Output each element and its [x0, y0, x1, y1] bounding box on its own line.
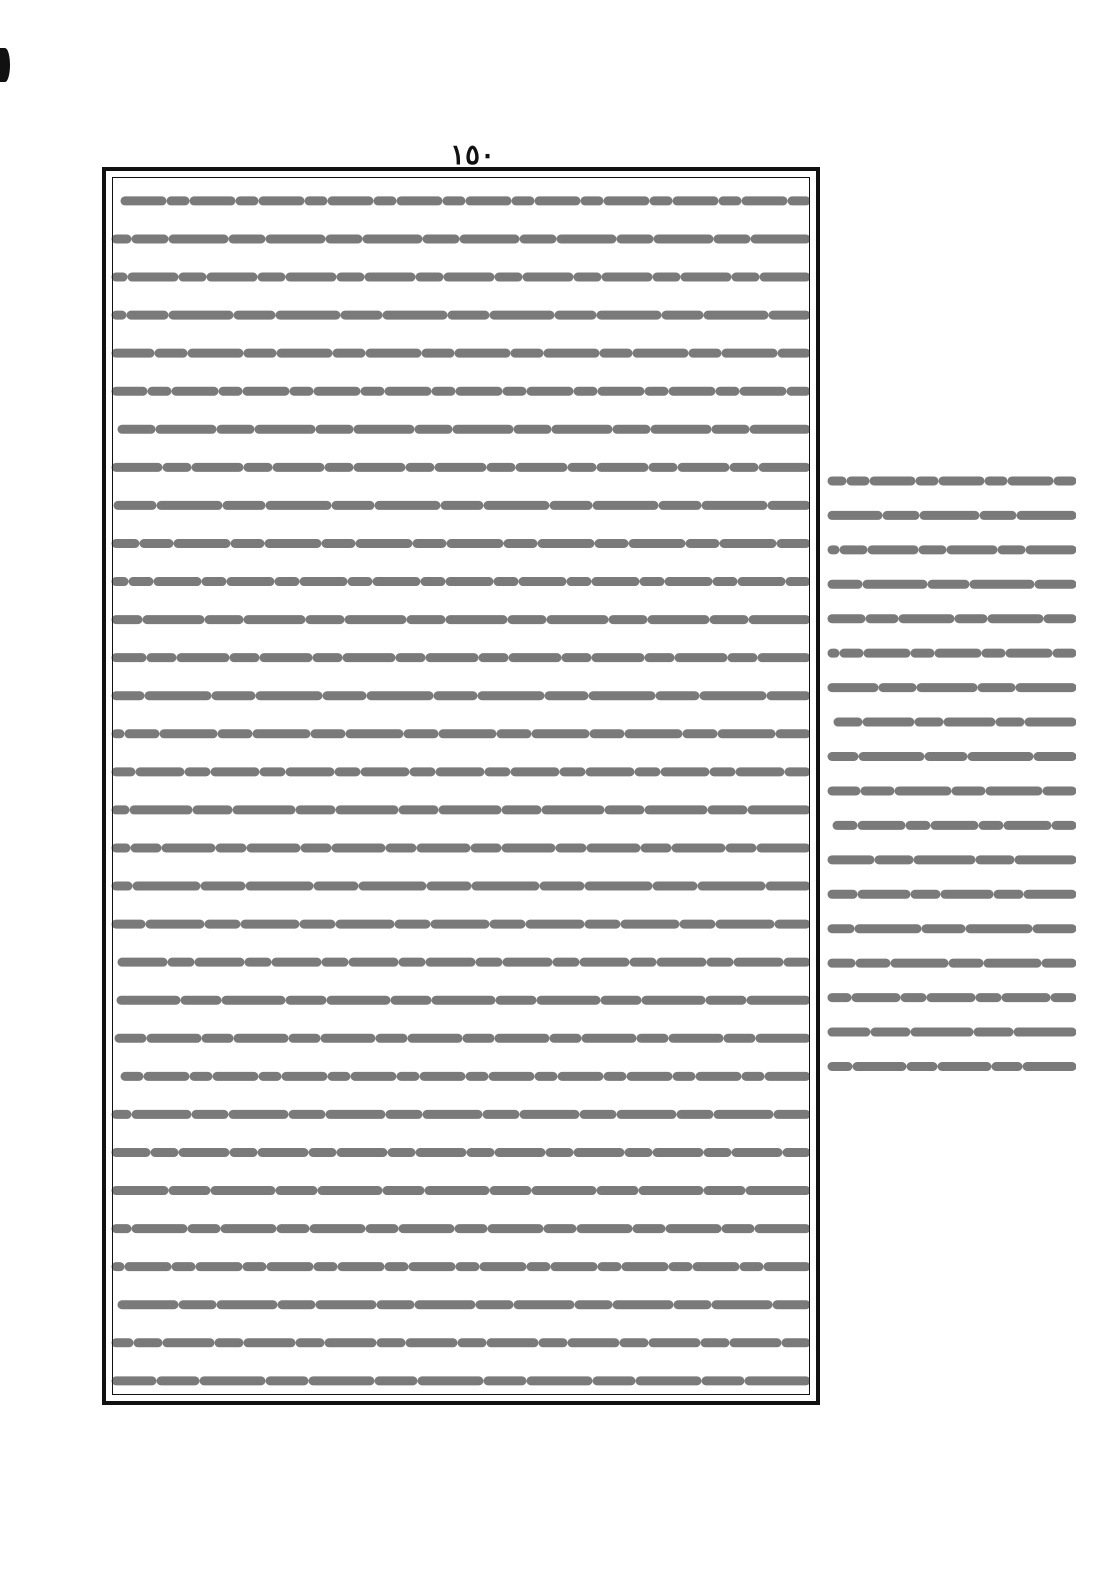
- catchword: [150, 1412, 300, 1442]
- margin-note-lines: [826, 462, 1076, 1082]
- main-text-lines: [110, 180, 810, 1398]
- margin-note: [826, 462, 1076, 1082]
- page-number: ١٥٠: [449, 138, 496, 171]
- ink-speck: [0, 48, 10, 82]
- main-text-block: [110, 180, 810, 1398]
